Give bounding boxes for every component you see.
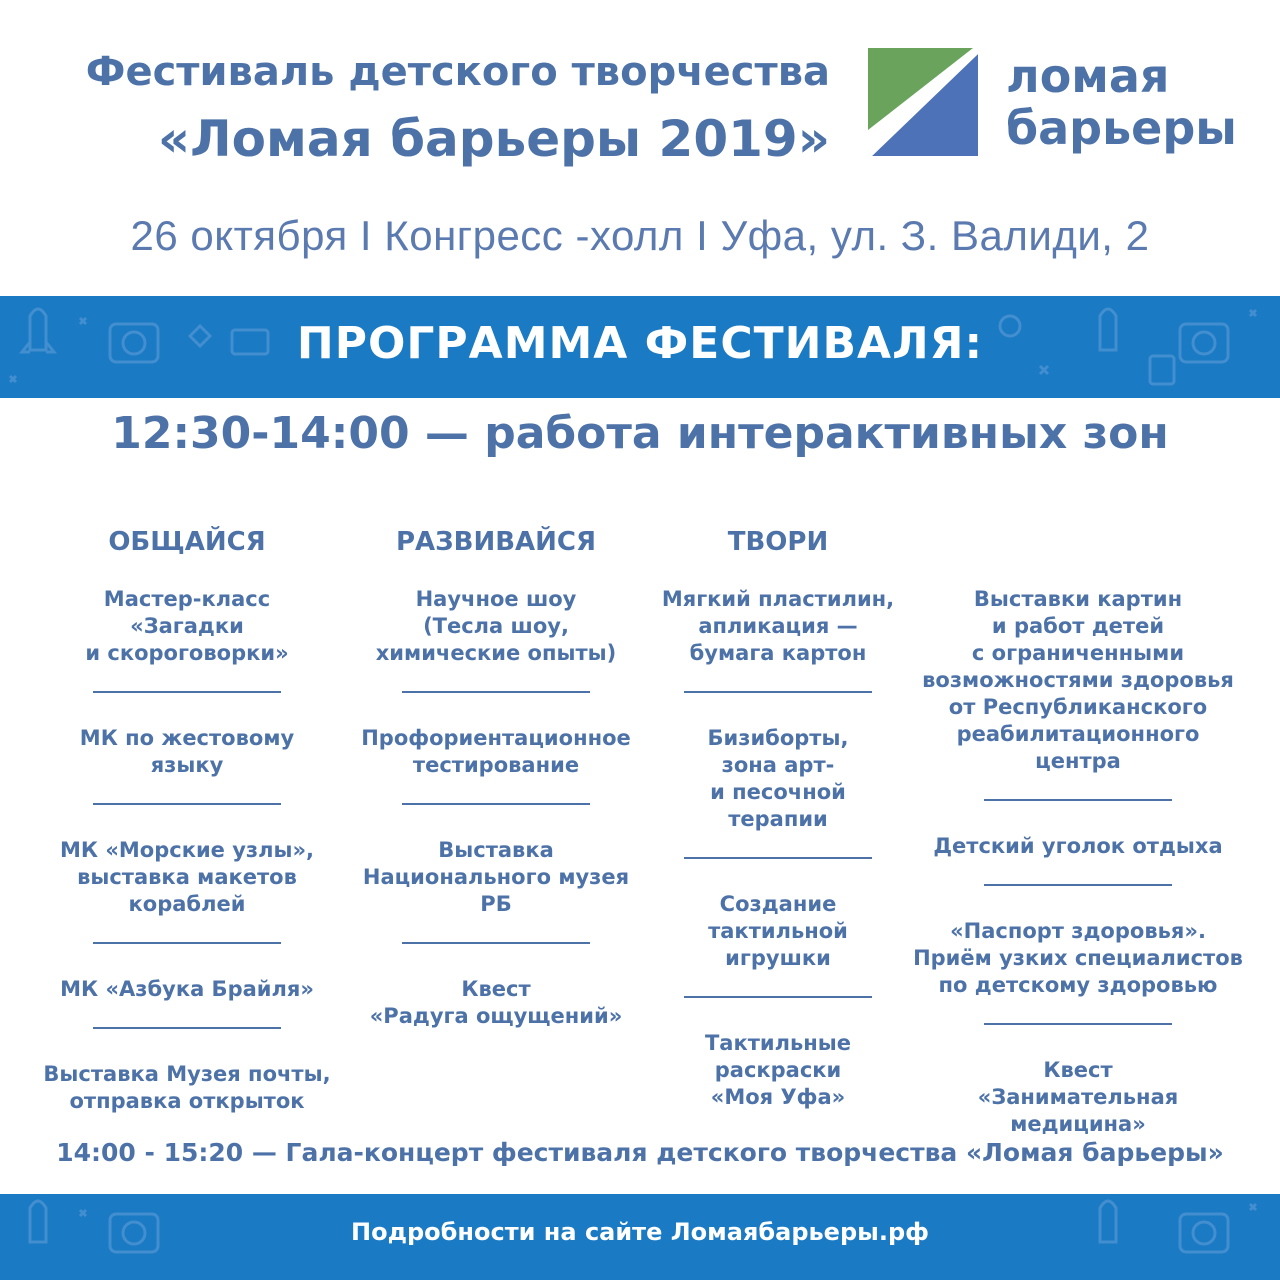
logo-text-line1: ломая xyxy=(1006,49,1170,103)
program-heading: ПРОГРАММА ФЕСТИВАЛЯ: xyxy=(296,318,984,369)
column-heading: ОБЩАЙСЯ xyxy=(108,527,266,557)
column-heading: РАЗВИВАЙСЯ xyxy=(395,527,597,557)
list-item: Мягкий пластилин, апликация — бумага картон xyxy=(661,587,895,665)
column-heading xyxy=(912,520,1244,564)
festival-title-line1: Фестиваль детского творчества xyxy=(85,49,830,95)
list-item: Создание тактильной игрушки xyxy=(708,892,848,970)
website-link[interactable]: Подробности на сайте Ломаябарьеры.рф xyxy=(351,1218,929,1246)
footer-banner xyxy=(0,1194,1280,1280)
column-create xyxy=(640,520,916,1111)
column-develop xyxy=(348,520,644,1030)
divider xyxy=(93,803,281,805)
list-item: МК по жестовому языку xyxy=(79,726,295,777)
column-heading: ТВОРИ xyxy=(727,527,829,557)
list-item: Мастер-класс «Загадки и скороговорки» xyxy=(85,587,289,665)
divider xyxy=(402,803,590,805)
divider xyxy=(984,884,1172,886)
logo-text-line2: барьеры xyxy=(1006,101,1237,155)
list-item: «Паспорт здоровья». Приём узких специалистов по детскому здоровью xyxy=(913,919,1243,997)
program-banner xyxy=(0,296,1280,398)
list-item: Выставки картин и работ детей с ограниченными возможностями здоровья от Республиканского реабилитационного центра xyxy=(922,587,1234,773)
list-item: МК «Азбука Брайля» xyxy=(60,977,314,1001)
divider xyxy=(984,1023,1172,1025)
divider xyxy=(93,691,281,693)
list-item: Выставка Музея почты, отправка открыток xyxy=(43,1062,331,1113)
list-item: Профориентационное тестирование xyxy=(361,726,631,777)
list-item: Квест «Радуга ощущений» xyxy=(369,977,623,1028)
list-item: МК «Морские узлы», выставка макетов кораблей xyxy=(59,838,315,916)
logo-text xyxy=(1006,50,1237,154)
divider xyxy=(402,942,590,944)
divider xyxy=(93,942,281,944)
column-communicate xyxy=(40,520,334,1115)
interactive-zones-time: 12:30-14:00 — работа интерактивных зон xyxy=(111,408,1169,459)
divider xyxy=(402,691,590,693)
gala-concert-time: 14:00 - 15:20 — Гала-концерт фестиваля детского творчества «Ломая барьеры» xyxy=(56,1138,1224,1167)
divider xyxy=(684,691,872,693)
list-item: Выставка Национального музея РБ xyxy=(362,838,630,916)
festival-title-line2: «Ломая барьеры 2019» xyxy=(157,110,830,168)
divider xyxy=(984,799,1172,801)
divider xyxy=(684,996,872,998)
list-item: Тактильные раскраски «Моя Уфа» xyxy=(704,1031,852,1109)
logo-icon xyxy=(868,48,978,158)
list-item: Квест «Занимательная медицина» xyxy=(977,1058,1179,1136)
divider xyxy=(93,1027,281,1029)
event-date-location: 26 октября I Конгресс -холл I Уфа, ул. З. Валиди, 2 xyxy=(130,212,1150,259)
divider xyxy=(684,857,872,859)
list-item: Детский уголок отдыха xyxy=(933,834,1223,858)
column-health xyxy=(912,520,1244,1138)
list-item: Научное шоу (Тесла шоу, химические опыты) xyxy=(375,587,617,665)
list-item: Бизиборты, зона арт- и песочной терапии xyxy=(707,726,849,831)
